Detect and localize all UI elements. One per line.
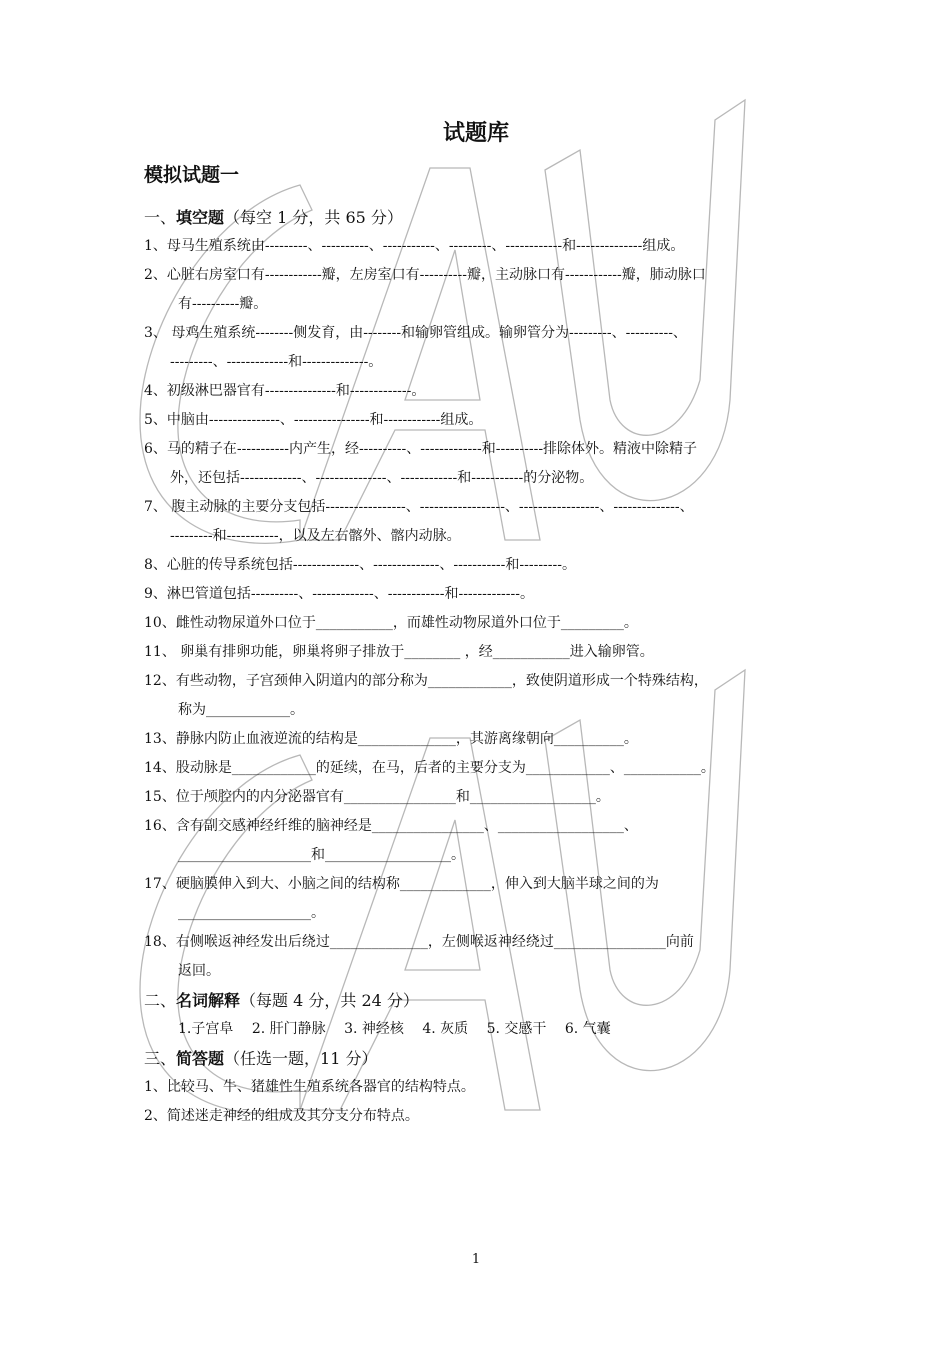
term-item: 2. 肝门静脉 <box>251 1021 326 1037</box>
exam-title: 模拟试题一 <box>144 164 240 186</box>
section-prefix: 二、 <box>144 991 177 1010</box>
term-item: 4. 灰质 <box>422 1021 469 1037</box>
question-line: 称为____________。 <box>178 702 304 718</box>
section-note: （每空 1 分，共 65 分） <box>224 208 403 227</box>
question-line: 9、淋巴管道包括----------、-------------、------------和-------------。 <box>144 586 534 602</box>
term-list <box>144 1015 814 1044</box>
section-prefix: 三、 <box>144 1049 177 1068</box>
term-item: 1.子宫阜 <box>178 1021 234 1037</box>
question-line: 5、中脑由---------------、----------------和------------组成。 <box>144 412 483 428</box>
question-line: 18、右侧喉返神经发出后绕过______________，左侧喉返神经绕过________________向前 <box>144 934 694 950</box>
question-line: ___________________。 <box>178 905 325 921</box>
section-label: 名词解释 <box>176 991 241 1010</box>
term-item: 6. 气囊 <box>564 1021 611 1037</box>
term-item: 5. 交感干 <box>486 1021 547 1037</box>
question-line: 外，还包括-------------、---------------、------------和-----------的分泌物。 <box>170 470 594 486</box>
section-prefix: 一、 <box>144 208 177 227</box>
section-label: 填空题 <box>176 208 225 227</box>
section-heading-short <box>144 1044 814 1073</box>
question-line: 7、 腹主动脉的主要分支包括-----------------、------------------、-----------------、--------------、 <box>144 499 694 515</box>
section-heading-fill <box>144 203 814 232</box>
question-line: 有----------瓣。 <box>178 296 268 312</box>
question-line: ---------和-----------，以及左右髂外、髂内动脉。 <box>170 528 461 544</box>
section-note: （任选一题，11 分） <box>224 1049 378 1068</box>
section-note: （每题 4 分，共 24 分） <box>240 991 419 1010</box>
question-line: 11、 卵巢有排卵功能，卵巢将卵子排放于________ ，经___________进入输卵管。 <box>144 644 654 660</box>
question-line: 2、心脏右房室口有------------瓣，左房室口有----------瓣，主动脉口有------------瓣，肺动脉口 <box>144 267 706 283</box>
question-line: 8、心脏的传导系统包括--------------、--------------、-----------和---------。 <box>144 557 576 573</box>
question-line: 12、有些动物，子宫颈伸入阴道内的部分称为____________，致使阴道形成一个特殊结构， <box>144 673 708 689</box>
term-item: 3. 神经核 <box>344 1021 404 1037</box>
question-line: 3、 母鸡生殖系统--------侧发育，由--------和输卵管组成。输卵管分为---------、----------、 <box>144 325 687 341</box>
question-line: ---------、-------------和--------------。 <box>170 354 383 370</box>
section-label: 简答题 <box>176 1049 225 1068</box>
question-line: 1、比较马、牛、猪雄性生殖系统各器官的结构特点。 <box>144 1079 475 1095</box>
question-line: 6、马的精子在-----------内产生，经----------、-------------和----------排除体外。精液中除精子 <box>144 441 698 457</box>
question-line: 返回。 <box>178 963 220 979</box>
question-line: 16、含有副交感神经纤维的脑神经是________________、__________________、 <box>144 818 638 834</box>
question-line: 4、初级淋巴器官有---------------和-------------。 <box>144 383 426 399</box>
exam-content <box>144 203 814 1131</box>
question-line: 10、雌性动物尿道外口位于___________，而雄性动物尿道外口位于_________。 <box>144 615 638 631</box>
page-number: 1 <box>471 1252 481 1267</box>
question-line: ___________________和__________________。 <box>178 847 465 863</box>
question-line: 13、静脉内防止血液逆流的结构是______________，其游离缘朝向__________。 <box>144 731 638 747</box>
section-heading-terms <box>144 986 814 1015</box>
question-line: 15、位于颅腔内的内分泌器官有________________和__________________。 <box>144 789 610 805</box>
question-line: 1、母马生殖系统由---------、----------、-----------、---------、------------和--------------组成。 <box>144 238 685 254</box>
question-line: 14、股动脉是____________的延续，在马，后者的主要分支为____________、___________。 <box>144 760 715 776</box>
question-line: 2、简述迷走神经的组成及其分支分布特点。 <box>144 1108 419 1124</box>
question-line: 17、硬脑膜伸入到大、小脑之间的结构称_____________，伸入到大脑半球之间的为 <box>144 876 659 892</box>
document-title: 试题库 <box>442 121 509 146</box>
